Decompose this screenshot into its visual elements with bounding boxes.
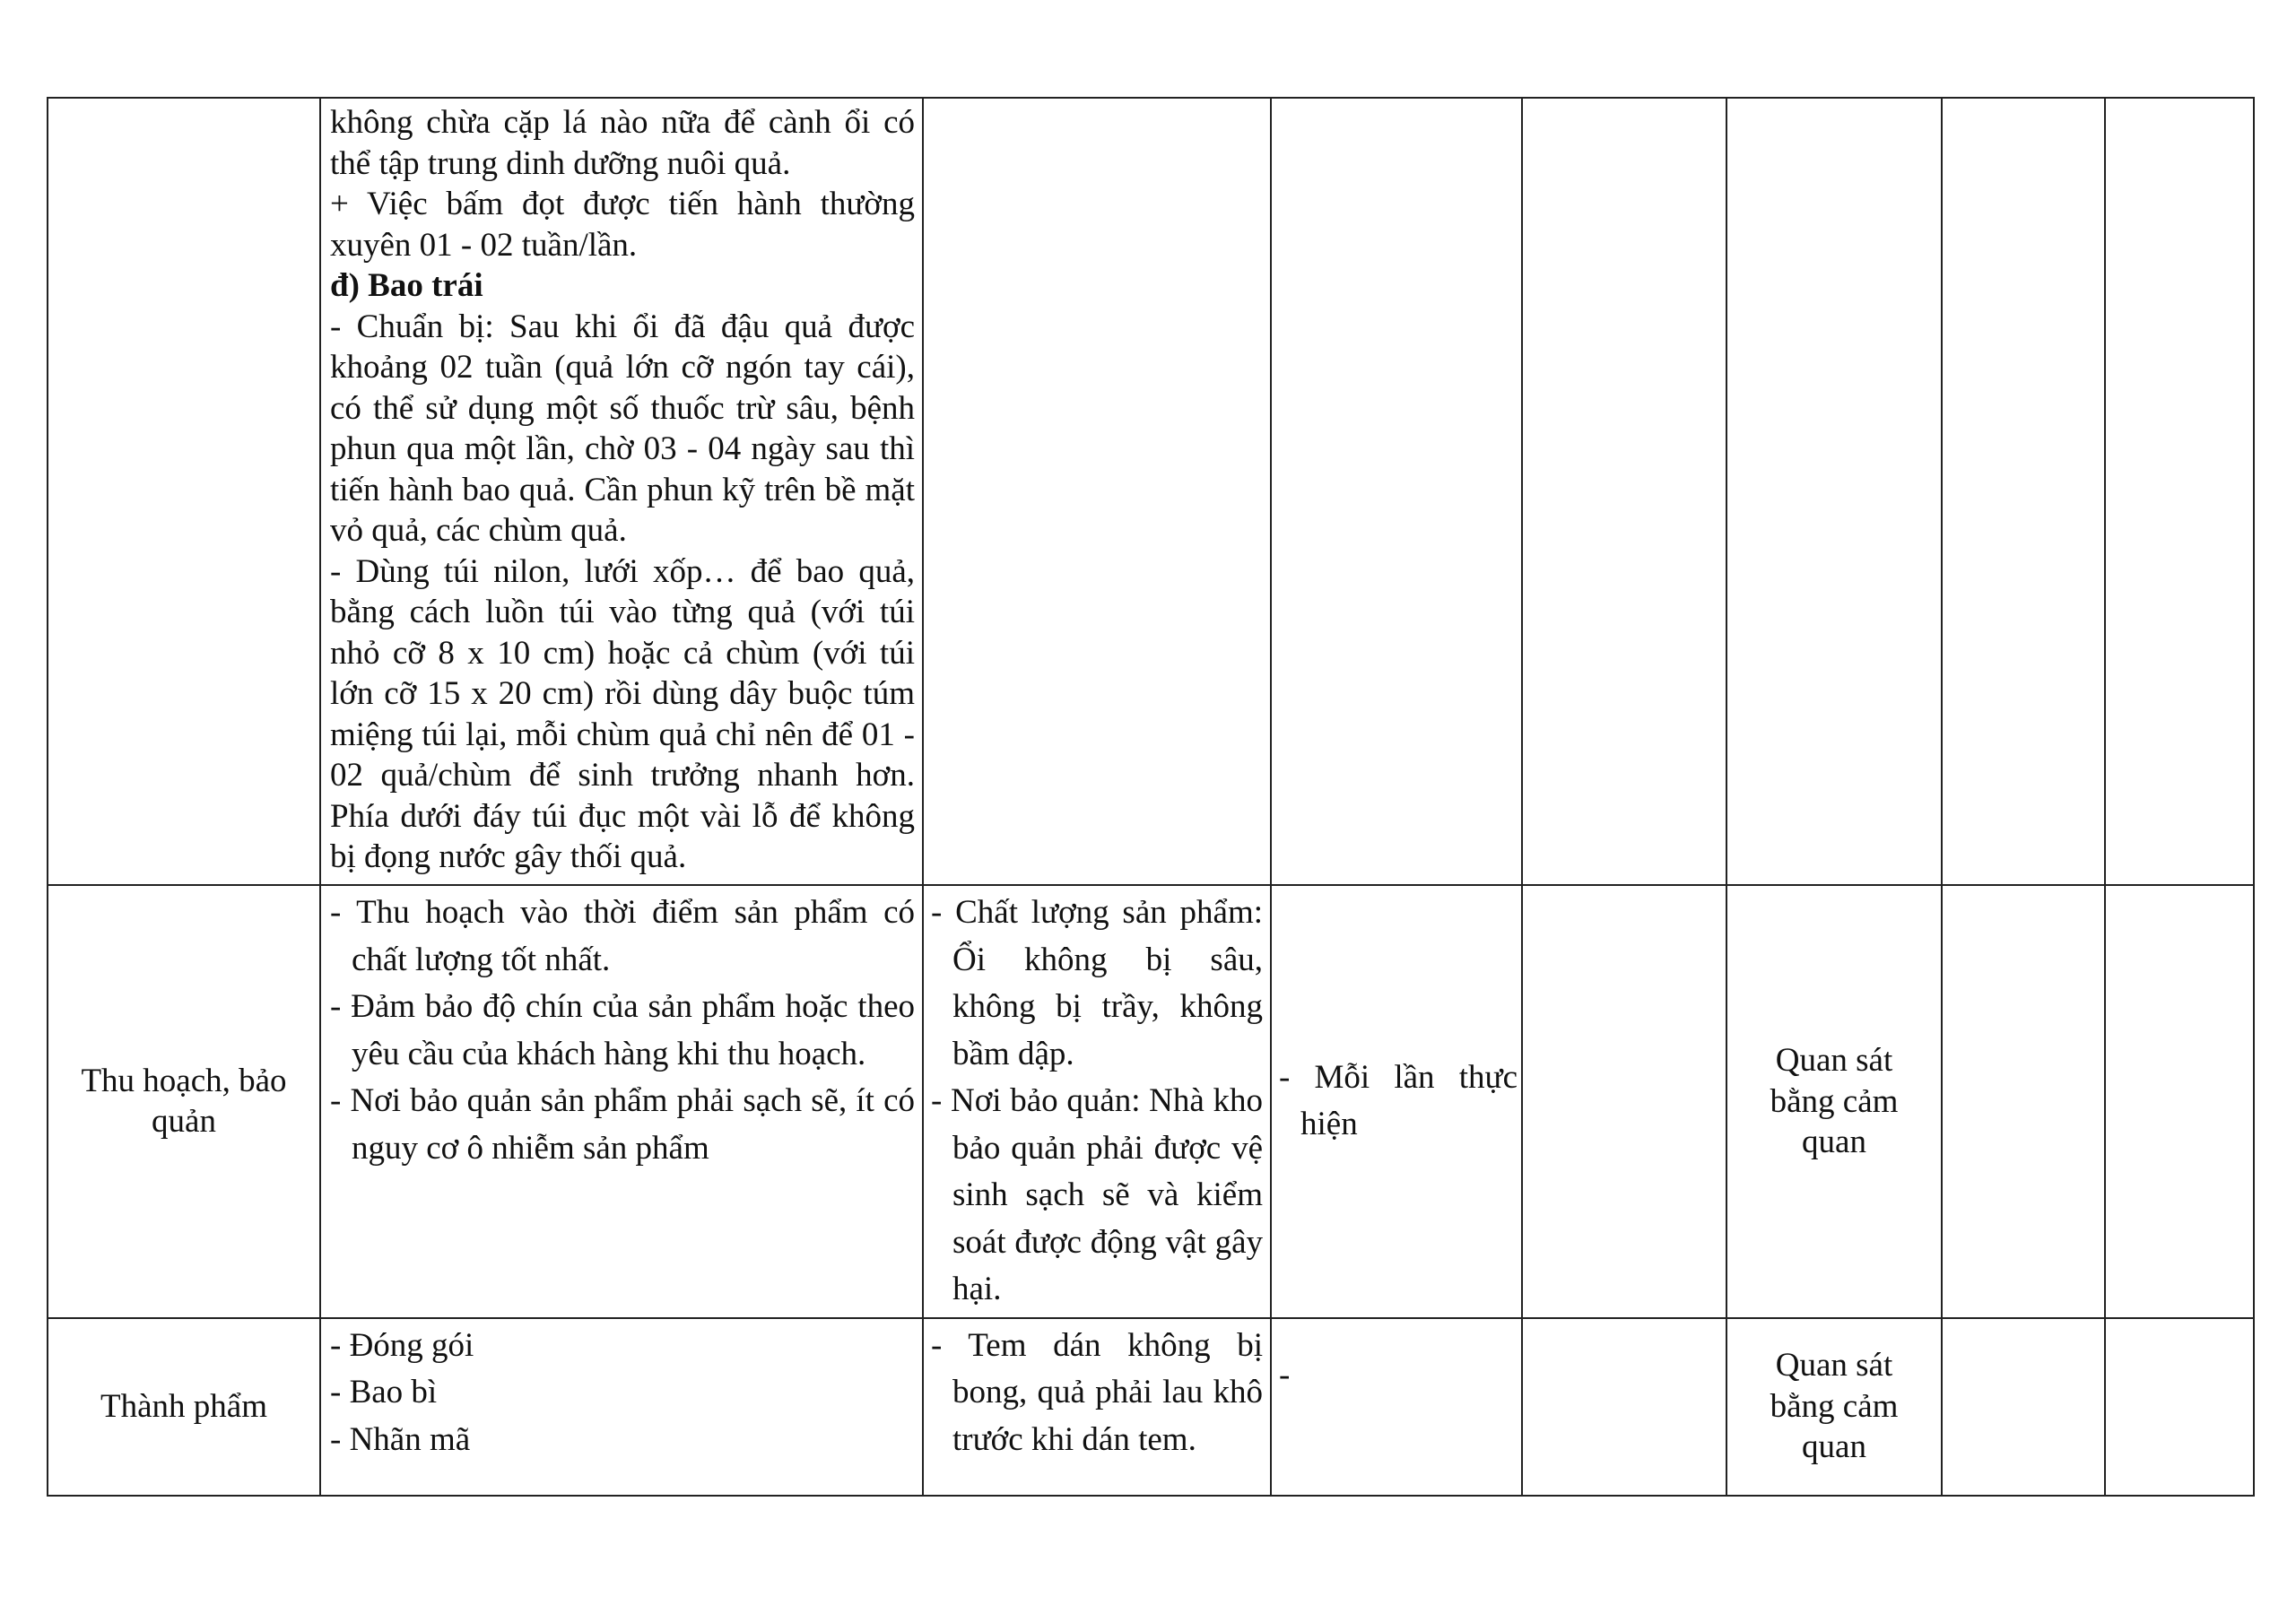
- requirement-item: - Chất lượng sản phẩm: Ổi không bị sâu, không bị trầy, không bầm dập.: [931, 894, 1263, 1072]
- stage-label: Thành phẩm: [100, 1387, 267, 1425]
- stage-cell: [48, 98, 320, 885]
- empty-cell: [2105, 1318, 2254, 1496]
- frequency-text: -: [1279, 1356, 1291, 1393]
- step-item: - Nơi bảo quản sản phẩm phải sạch sẽ, ít có nguy cơ ô nhiễm sản phẩm: [330, 1082, 915, 1167]
- frequency-cell: [1271, 1318, 1522, 1496]
- table-row: [48, 1318, 2254, 1496]
- empty-cell: [1522, 885, 1726, 1318]
- stage-cell: [48, 1318, 320, 1496]
- method-text: Quan sát bằng cảm quan: [1770, 1042, 1899, 1160]
- frequency-cell: [1271, 885, 1522, 1318]
- step-item: - Thu hoạch vào thời điểm sản phẩm có chất lượng tốt nhất.: [330, 894, 915, 978]
- stage-label: Thu hoạch, bảo quản: [81, 1062, 287, 1141]
- empty-cell: [2105, 98, 2254, 885]
- requirement-item: - Tem dán không bị bong, quả phải lau khô trước khi dán tem.: [931, 1326, 1263, 1458]
- method-cell: [1726, 98, 1942, 885]
- requirements-cell: [923, 885, 1271, 1318]
- step-item: - Đảm bảo độ chín của sản phẩm hoặc theo yêu cầu của khách hàng khi thu hoạch.: [330, 988, 915, 1072]
- step-text: - Chuẩn bị: Sau khi ổi đã đậu quả được khoảng 02 tuần (quả lớn cỡ ngón tay cái), có thể sử dụng một số thuốc trừ sâu, bệnh phun qua một lần, chờ 03 - 04 ngày sau thì tiến hành bao quả. Cần phun kỹ trên bề mặt vỏ quả, các chùm quả.: [330, 308, 915, 549]
- requirements-cell: [923, 1318, 1271, 1496]
- step-item: - Nhãn mã: [330, 1420, 471, 1458]
- stage-cell: [48, 885, 320, 1318]
- empty-cell: [2105, 885, 2254, 1318]
- step-text: - Dùng túi nilon, lưới xốp… để bao quả, bằng cách luồn túi vào từng quả (với túi nhỏ cỡ 8 x 10 cm) hoặc cả chùm (với túi lớn cỡ 15 x 20 cm) rồi dùng dây buộc túm miệng túi lại, mỗi chùm quả chỉ nên để 01 - 02 quả/chùm để sinh trưởng nhanh hơn. Phía dưới đáy túi đục một vài lỗ để không bị đọng nước gây thối quả.: [330, 552, 915, 875]
- empty-cell: [1522, 1318, 1726, 1496]
- steps-cell: [320, 98, 923, 885]
- requirement-item: - Nơi bảo quản: Nhà kho bảo quản phải được vệ sinh sạch sẽ và kiểm soát được động vật gây hại.: [931, 1082, 1263, 1307]
- step-text: + Việc bấm đọt được tiến hành thường xuyên 01 - 02 tuần/lần.: [330, 186, 915, 264]
- requirements-cell: [923, 98, 1271, 885]
- frequency-cell: [1271, 98, 1522, 885]
- section-heading: đ) Bao trái: [330, 267, 483, 304]
- document-table: [47, 97, 2255, 1497]
- method-cell: [1726, 885, 1942, 1318]
- empty-cell: [1942, 98, 2105, 885]
- empty-cell: [1942, 1318, 2105, 1496]
- frequency-text: - Mỗi lần thực hiện: [1279, 1058, 1518, 1143]
- method-cell: [1726, 1318, 1942, 1496]
- step-item: - Đóng gói: [330, 1326, 474, 1364]
- steps-cell: [320, 885, 923, 1318]
- empty-cell: [1942, 885, 2105, 1318]
- step-text: không chừa cặp lá nào nữa để cành ổi có thể tập trung dinh dưỡng nuôi quả.: [330, 104, 915, 182]
- empty-cell: [1522, 98, 1726, 885]
- table-row: [48, 885, 2254, 1318]
- step-item: - Bao bì: [330, 1374, 438, 1410]
- steps-cell: [320, 1318, 923, 1496]
- method-text: Quan sát bằng cảm quan: [1770, 1347, 1899, 1466]
- table-row: [48, 98, 2254, 885]
